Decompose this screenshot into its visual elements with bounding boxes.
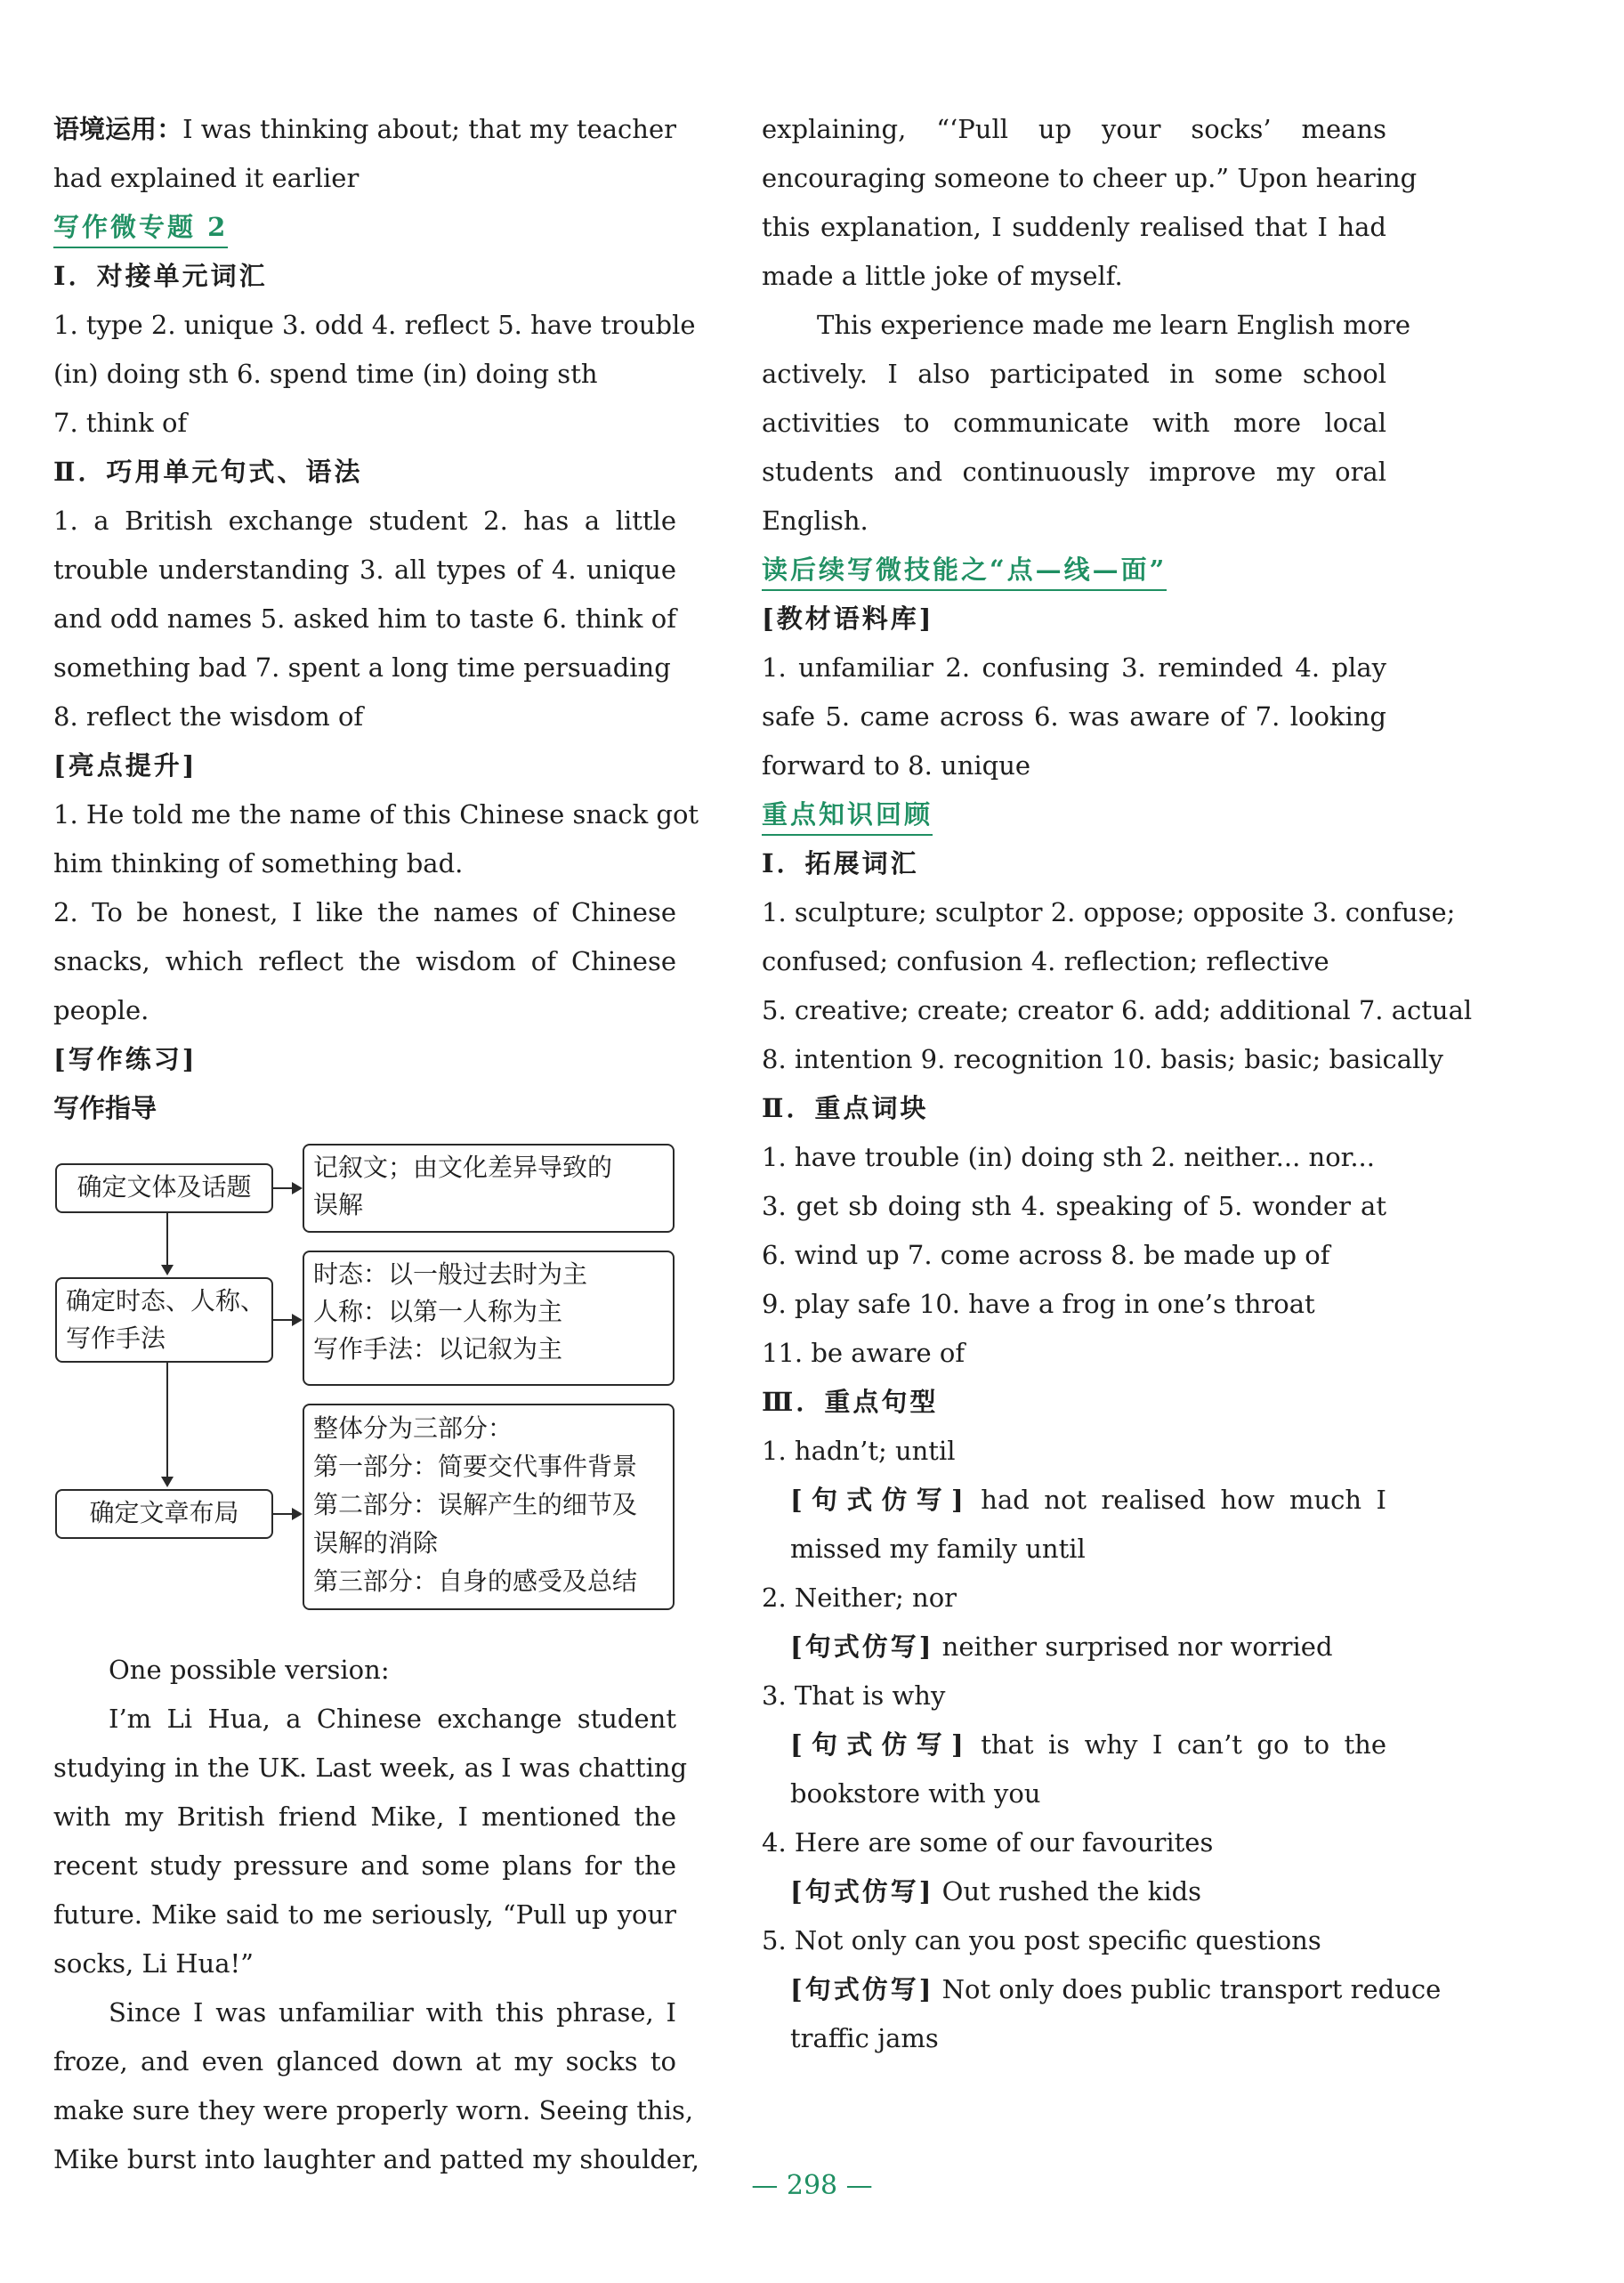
pattern-imitate: missed my family until	[790, 1534, 1086, 1564]
part2-line: 8. reflect the wisdom of	[53, 701, 364, 732]
review-title-wrap	[762, 790, 1386, 839]
flow-arrow-right	[292, 1314, 303, 1326]
imitate-label: [句式仿写]	[790, 1876, 934, 1907]
essay-line: socks, Li Hua!”	[53, 1948, 254, 1979]
essay-line: recent study pressure and some plans for the	[53, 1850, 676, 1881]
corpus-heading: [教材语料库]	[762, 603, 934, 634]
essay-line: This experience made me learn English more	[817, 310, 1411, 340]
skill-title-wrap	[762, 546, 1386, 595]
flow-note-genre	[303, 1144, 675, 1233]
writing-guide-flowchart	[53, 1144, 676, 1642]
flow-note-line: 第二部分：误解产生的细节及	[313, 1490, 638, 1519]
flow-note-line: 写作手法：以记叙为主	[313, 1334, 563, 1364]
pattern-answer: 1. hadn’t; until	[762, 1436, 956, 1466]
imitate-label: [句式仿写]	[790, 1485, 966, 1515]
highlight-line: 1. He told me the name of this Chinese snack got	[53, 799, 699, 830]
section-title-wrap	[53, 203, 676, 252]
essay-line: Since I was unfamiliar with this phrase, I	[109, 1997, 676, 2028]
flow-note-line: 误解的消除	[313, 1528, 439, 1558]
part2-line: and odd names 5. asked him to taste 6. think of	[53, 603, 676, 634]
essay-line: activities to communicate with more local	[762, 408, 1386, 438]
flow-box-tense	[55, 1277, 273, 1363]
pattern-imitate	[762, 1476, 1386, 1525]
patterns-heading: Ⅲ．重点句型	[762, 1387, 939, 1417]
flow-box-tense-line: 确定时态、人称、	[66, 1286, 266, 1316]
essay-line: One possible version:	[109, 1655, 390, 1685]
corpus-line: forward to 8. unique	[762, 750, 1031, 781]
chunks-line: 9. play safe 10. have a frog in one’s throat	[762, 1289, 1315, 1319]
part1-heading: Ⅰ．对接单元词汇	[53, 261, 268, 291]
highlight-line: snacks, which reflect the wisdom of Chinese	[53, 946, 676, 976]
left-column	[53, 105, 699, 2184]
essay-line: Mike burst into laughter and patted my shoulder,	[53, 2144, 699, 2174]
vocab-heading: Ⅰ．拓展词汇	[762, 848, 919, 878]
pattern-imitate	[762, 1867, 1386, 1916]
part2-line: trouble understanding 3. all types of 4. unique	[53, 555, 676, 585]
essay-line: actively. I also participated in some school	[762, 359, 1386, 389]
flow-note-layout	[303, 1404, 675, 1610]
flow-arrow-right	[292, 1182, 303, 1194]
page-number: — 298 —	[751, 2170, 873, 2201]
section-title: 写作微专题 2	[53, 207, 228, 248]
essay-line: encouraging someone to cheer up.” Upon hearing	[762, 163, 1418, 193]
essay-line: students and continuously improve my oral	[762, 457, 1386, 487]
guide-heading: 写作指导	[53, 1093, 158, 1123]
chunks-line: 3. get sb doing sth 4. speaking of 5. wonder at	[762, 1191, 1386, 1221]
imitate-label: [句式仿写]	[790, 1729, 966, 1760]
imitate-label: [句式仿写]	[790, 1631, 934, 1662]
highlight-heading: [亮点提升]	[53, 750, 198, 781]
skill-title: 读后续写微技能之“点—线—面”	[762, 550, 1167, 591]
highlight-line: people.	[53, 995, 149, 1025]
part2-heading: Ⅱ．巧用单元句式、语法	[53, 457, 363, 487]
flow-note-line: 记叙文；由文化差异导致的	[313, 1153, 613, 1182]
flow-connector	[166, 1363, 168, 1478]
pattern-answer: 3. That is why	[762, 1680, 946, 1711]
part2-line: 1. a British exchange student 2. has a little	[53, 506, 676, 536]
flow-box-tense-line: 写作手法	[66, 1324, 166, 1353]
review-title: 重点知识回顾	[762, 795, 933, 836]
corpus-line: safe 5. came across 6. was aware of 7. looking	[762, 701, 1386, 732]
pattern-answer: 2. Neither; nor	[762, 1583, 957, 1613]
chunks-line: 1. have trouble (in) doing sth 2. neither... nor...	[762, 1142, 1375, 1172]
flow-note-line: 第三部分：自身的感受及总结	[313, 1567, 638, 1596]
flow-connector	[273, 1187, 293, 1189]
highlight-line: him thinking of something bad.	[53, 848, 464, 878]
flow-box-genre	[55, 1163, 273, 1213]
pattern-answer: 4. Here are some of our favourites	[762, 1827, 1214, 1858]
flow-box-layout	[55, 1489, 273, 1539]
imitate-text: that is why I can’t go to the	[981, 1729, 1386, 1760]
part1-line: (in) doing sth 6. spend time (in) doing sth	[53, 359, 598, 389]
pattern-imitate: bookstore with you	[790, 1778, 1041, 1809]
flow-arrow-right	[292, 1508, 303, 1520]
flow-note-line: 第一部分：简要交代事件背景	[313, 1452, 638, 1481]
flow-connector	[166, 1213, 168, 1267]
imitate-label: [句式仿写]	[790, 1974, 934, 2004]
vocab-line: 8. intention 9. recognition 10. basis; basic; basically	[762, 1044, 1443, 1074]
flow-arrow-down	[161, 1265, 174, 1275]
pattern-imitate	[762, 1623, 1386, 1672]
flow-note-line: 时态：以一般过去时为主	[313, 1259, 588, 1289]
context-line	[53, 105, 676, 154]
context-line-2: had explained it earlier	[53, 163, 360, 193]
flow-box-genre-label: 确定文体及话题	[77, 1172, 252, 1202]
part1-line: 7. think of	[53, 408, 188, 438]
essay-line: studying in the UK. Last week, as I was chatting	[53, 1753, 688, 1783]
essay-line: make sure they were properly worn. Seeing this,	[53, 2095, 694, 2125]
pattern-imitate	[762, 1965, 1442, 2014]
pattern-answer: 5. Not only can you post specific questions	[762, 1925, 1321, 1955]
vocab-line: 1. sculpture; sculptor 2. oppose; opposite 3. confuse;	[762, 897, 1456, 927]
pattern-imitate: traffic jams	[790, 2023, 939, 2053]
essay-line: this explanation, I suddenly realised that I had	[762, 212, 1386, 242]
imitate-text: Out rushed the kids	[941, 1876, 1202, 1907]
flow-box-layout-label: 确定文章布局	[89, 1498, 239, 1527]
essay-line: with my British friend Mike, I mentioned the	[53, 1801, 676, 1832]
flow-note-line: 整体分为三部分：	[313, 1413, 513, 1443]
chunks-heading: Ⅱ．重点词块	[762, 1093, 929, 1123]
pattern-imitate	[762, 1720, 1386, 1769]
essay-line: I’m Li Hua, a Chinese exchange student	[109, 1704, 676, 1734]
flow-note-line: 人称：以第一人称为主	[313, 1297, 563, 1326]
imitate-text: had not realised how much I	[981, 1485, 1386, 1515]
essay-line: explaining, “‘Pull up your socks’ means	[762, 114, 1386, 144]
chunks-line: 11. be aware of	[762, 1338, 966, 1368]
highlight-line: 2. To be honest, I like the names of Chinese	[53, 897, 676, 927]
flow-note-line: 误解	[313, 1190, 364, 1219]
flow-connector	[273, 1513, 293, 1515]
essay-line: froze, and even glanced down at my socks to	[53, 2046, 676, 2077]
corpus-line: 1. unfamiliar 2. confusing 3. reminded 4. play	[762, 652, 1386, 683]
flow-arrow-down	[161, 1477, 174, 1487]
essay-line: English.	[762, 506, 869, 536]
right-column	[762, 105, 1473, 2063]
part1-line: 1. type 2. unique 3. odd 4. reflect 5. have trouble	[53, 310, 696, 340]
essay-line: made a little joke of myself.	[762, 261, 1123, 291]
vocab-line: 5. creative; create; creator 6. add; additional 7. actual	[762, 995, 1473, 1025]
imitate-text: neither surprised nor worried	[941, 1631, 1333, 1662]
imitate-text: Not only does public transport reduce	[941, 1974, 1442, 2004]
context-text: I was thinking about; that my teacher	[182, 114, 676, 144]
flow-note-tense	[303, 1251, 675, 1386]
part2-line: something bad 7. spent a long time persuading	[53, 652, 671, 683]
flow-connector	[273, 1319, 293, 1321]
vocab-line: confused; confusion 4. reflection; reflective	[762, 946, 1329, 976]
chunks-line: 6. wind up 7. come across 8. be made up of	[762, 1240, 1330, 1270]
practice-heading: [写作练习]	[53, 1044, 198, 1074]
essay-line: future. Mike said to me seriously, “Pull up your	[53, 1899, 676, 1930]
context-label: 语境运用：	[53, 114, 183, 144]
